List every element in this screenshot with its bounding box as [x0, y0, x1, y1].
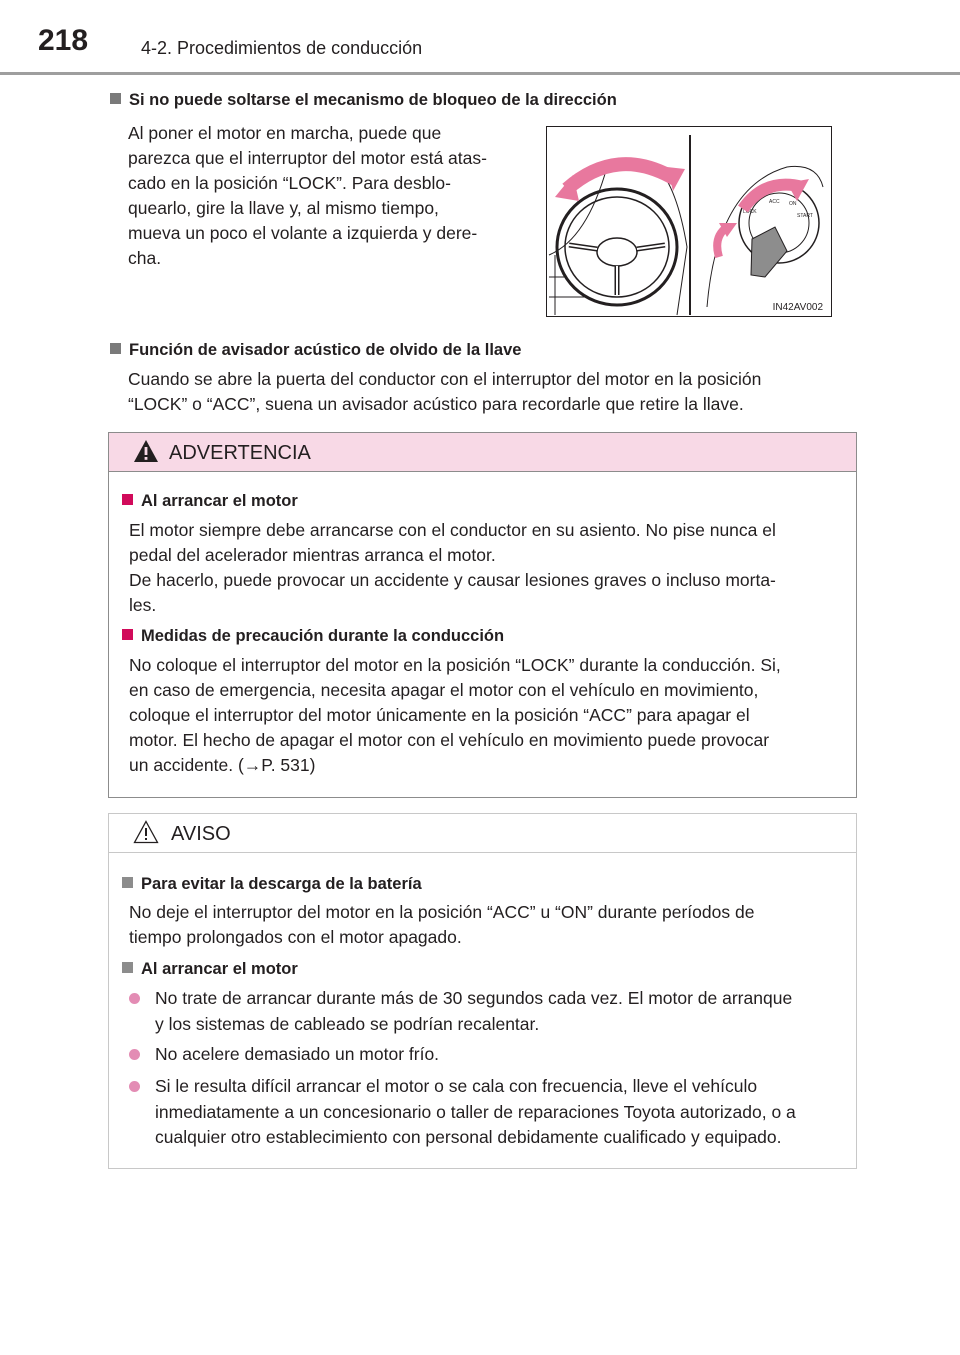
- bullet-dot-icon: [129, 993, 140, 1004]
- section-heading-steering-lock: [110, 91, 617, 110]
- notice-header: [109, 814, 856, 853]
- text-line: cualquier otro establecimiento con personal debidamente cualificado y equipado.: [155, 1127, 782, 1147]
- text-line: y los sistemas de cableado se podrían recalentar.: [155, 1013, 540, 1034]
- warning-item-heading: [122, 492, 298, 511]
- page-number: 218: [38, 24, 89, 57]
- bullet-dot-icon: [129, 1081, 140, 1092]
- text-line: No coloque el interruptor del motor en la posición “LOCK” durante la conducción. Si,: [129, 655, 781, 675]
- square-bullet-icon: [122, 877, 133, 888]
- warning-triangle-icon: [133, 439, 159, 463]
- square-bullet-icon: [110, 343, 121, 354]
- header-rule: [0, 72, 960, 75]
- figure-code: IN42AV002: [772, 302, 823, 313]
- text-line: De hacerlo, puede provocar un accidente y causar lesiones graves o incluso morta-: [129, 570, 776, 590]
- text-line: No acelere demasiado un motor frío.: [155, 1044, 440, 1064]
- notice-item-heading: [122, 960, 298, 979]
- text-line: cha.: [128, 248, 162, 268]
- text-line: coloque el interruptor del motor únicamente en la posición “ACC” para apagar el: [129, 705, 750, 725]
- section-heading-text: Si no puede soltarse el mecanismo de bloqueo de la dirección: [129, 91, 617, 109]
- text-line: El motor siempre debe arrancarse con el conductor en su asiento. No pise nunca el: [129, 520, 776, 540]
- section-heading-text: Función de avisador acústico de olvido de la llave: [129, 341, 522, 359]
- lock-label: LOCK: [743, 209, 757, 215]
- notice-item-heading: [122, 875, 422, 894]
- caution-triangle-icon: [133, 820, 159, 844]
- heading-text: Al arrancar el motor: [141, 960, 298, 978]
- text-line: No trate de arrancar durante más de 30 segundos cada vez. El motor de arranque: [155, 988, 793, 1008]
- text-line: inmediatamente a un concesionario o taller de reparaciones Toyota autorizado, o a: [155, 1101, 796, 1122]
- text-line: No deje el interruptor del motor en la posición “ACC” u “ON” durante períodos de: [129, 902, 755, 922]
- text-line: Al poner el motor en marcha, puede que: [128, 123, 442, 143]
- warning-box: [108, 432, 857, 798]
- text-line: parezca que el interruptor del motor está atas-: [128, 148, 487, 168]
- bullet-dot-icon: [129, 1049, 140, 1060]
- warning-header: [109, 433, 856, 472]
- text-line: “LOCK” o “ACC”, suena un avisador acústico para recordarle que retire la llave.: [128, 394, 744, 414]
- start-label: START: [797, 213, 813, 219]
- square-bullet-icon: [122, 629, 133, 640]
- list-item: [129, 1042, 850, 1068]
- text-line: en caso de emergencia, necesita apagar el motor con el vehículo en movimiento,: [129, 680, 759, 700]
- text-line: tiempo prolongados con el motor apagado.: [129, 927, 462, 947]
- warning-item-heading: [122, 627, 504, 646]
- text-line: pedal del acelerador mientras arranca el motor.: [129, 545, 496, 565]
- text-line: un accidente. (→P. 531): [129, 755, 316, 775]
- list-item: [129, 986, 850, 1037]
- square-bullet-icon: [122, 962, 133, 973]
- heading-text: Al arrancar el motor: [141, 492, 298, 510]
- list-item: [129, 1074, 850, 1151]
- square-bullet-icon: [122, 494, 133, 505]
- steering-wheel-illustration: [546, 126, 832, 317]
- text-line: cado en la posición “LOCK”. Para desblo-: [128, 173, 451, 193]
- section-heading-key-reminder: [110, 341, 521, 360]
- heading-text: Medidas de precaución durante la conducción: [141, 627, 505, 645]
- on-label: ON: [789, 201, 797, 207]
- text-line: motor. El hecho de apagar el motor con el vehículo en movimiento puede provocar: [129, 730, 770, 750]
- text-line: quearlo, gire la llave y, al mismo tiempo,: [128, 198, 439, 218]
- warning-title: ADVERTENCIA: [169, 442, 311, 464]
- notice-title: AVISO: [171, 823, 231, 845]
- square-bullet-icon: [110, 93, 121, 104]
- text-line: les.: [129, 595, 157, 615]
- text-line: mueva un poco el volante a izquierda y dere-: [128, 223, 478, 243]
- acc-label: ACC: [769, 199, 780, 205]
- text-line: Cuando se abre la puerta del conductor con el interruptor del motor en la posición: [128, 369, 762, 389]
- page-header: [0, 0, 960, 76]
- notice-box: [108, 813, 857, 1169]
- steering-and-key-drawing: [547, 127, 831, 316]
- text-line: Si le resulta difícil arrancar el motor o se cala con frecuencia, lleve el vehículo: [155, 1076, 758, 1096]
- chapter-title: 4-2. Procedimientos de conducción: [141, 38, 423, 58]
- heading-text: Para evitar la descarga de la batería: [141, 875, 422, 893]
